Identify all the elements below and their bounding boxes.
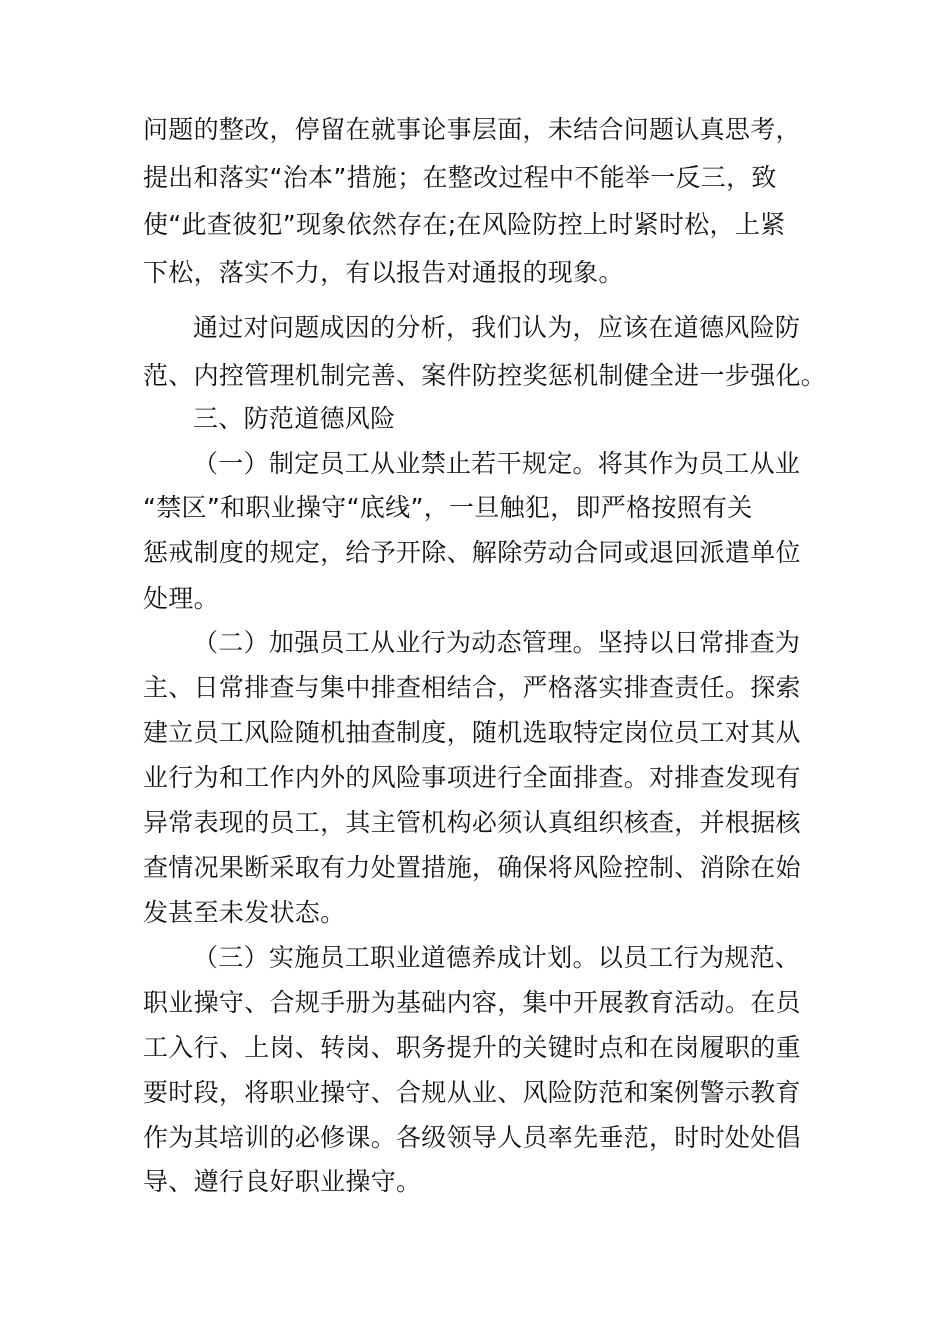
item-2-line-7: 发甚至未发状态。 bbox=[143, 898, 346, 927]
item-2-line-1: （二）加强员工从业行为动态管理。坚持以日常排查为 bbox=[193, 628, 801, 657]
item-3-line-5: 作为其培训的必修课。各级领导人员率先垂范，时时处处倡 bbox=[143, 1123, 801, 1152]
item-3-line-6: 导、遵行良好职业操守。 bbox=[143, 1167, 422, 1196]
paragraph-1-line-2: 提出和落实“治本”措施；在整改过程中不能举一反三，致 bbox=[143, 163, 777, 192]
item-3-line-1: （三）实施员工职业道德养成计划。以员工行为规范、 bbox=[193, 943, 801, 972]
paragraph-1-line-4: 下松，落实不力，有以报告对通报的现象。 bbox=[143, 258, 624, 287]
item-3-line-2: 职业操守、合规手册为基础内容，集中开展教育活动。在员 bbox=[143, 988, 801, 1017]
item-2-line-6: 查情况果断采取有力处置措施，确保将风险控制、消除在始 bbox=[143, 853, 801, 882]
paragraph-1-line-1: 问题的整改，停留在就事论事层面，未结合问题认真思考， bbox=[143, 115, 801, 144]
item-2-line-2: 主、日常排查与集中排查相结合，严格落实排查责任。探索 bbox=[143, 673, 801, 702]
section-heading: 三、防范道德风险 bbox=[193, 404, 396, 433]
paragraph-1-line-3: 使“此查彼犯”现象依然存在;在风险防控上时紧时松，上紧 bbox=[143, 210, 786, 239]
paragraph-2-line-2: 范、内控管理机制完善、案件防控奖惩机制健全进一步强化。 bbox=[143, 361, 827, 390]
item-3-line-3: 工入行、上岗、转岗、职务提升的关键时点和在岗履职的重 bbox=[143, 1033, 801, 1062]
item-2-line-5: 异常表现的员工，其主管机构必须认真组织核查，并根据核 bbox=[143, 808, 801, 837]
item-1-line-4: 处理。 bbox=[143, 584, 219, 613]
item-1-line-1: （一）制定员工从业禁止若干规定。将其作为员工从业 bbox=[193, 449, 801, 478]
item-3-line-4: 要时段，将职业操守、合规从业、风险防范和案例警示教育 bbox=[143, 1078, 801, 1107]
item-1-line-2: “禁区”和职业操守“底线”，一旦触犯，即严格按照有关 bbox=[143, 493, 753, 522]
item-2-line-3: 建立员工风险随机抽查制度，随机选取特定岗位员工对其从 bbox=[143, 718, 801, 747]
item-1-line-3: 惩戒制度的规定，给予开除、解除劳动合同或退回派遣单位 bbox=[143, 538, 801, 567]
item-2-line-4: 业行为和工作内外的风险事项进行全面排查。对排查发现有 bbox=[143, 763, 801, 792]
paragraph-2-line-1: 通过对问题成因的分析，我们认为，应该在道德风险防 bbox=[193, 313, 801, 342]
